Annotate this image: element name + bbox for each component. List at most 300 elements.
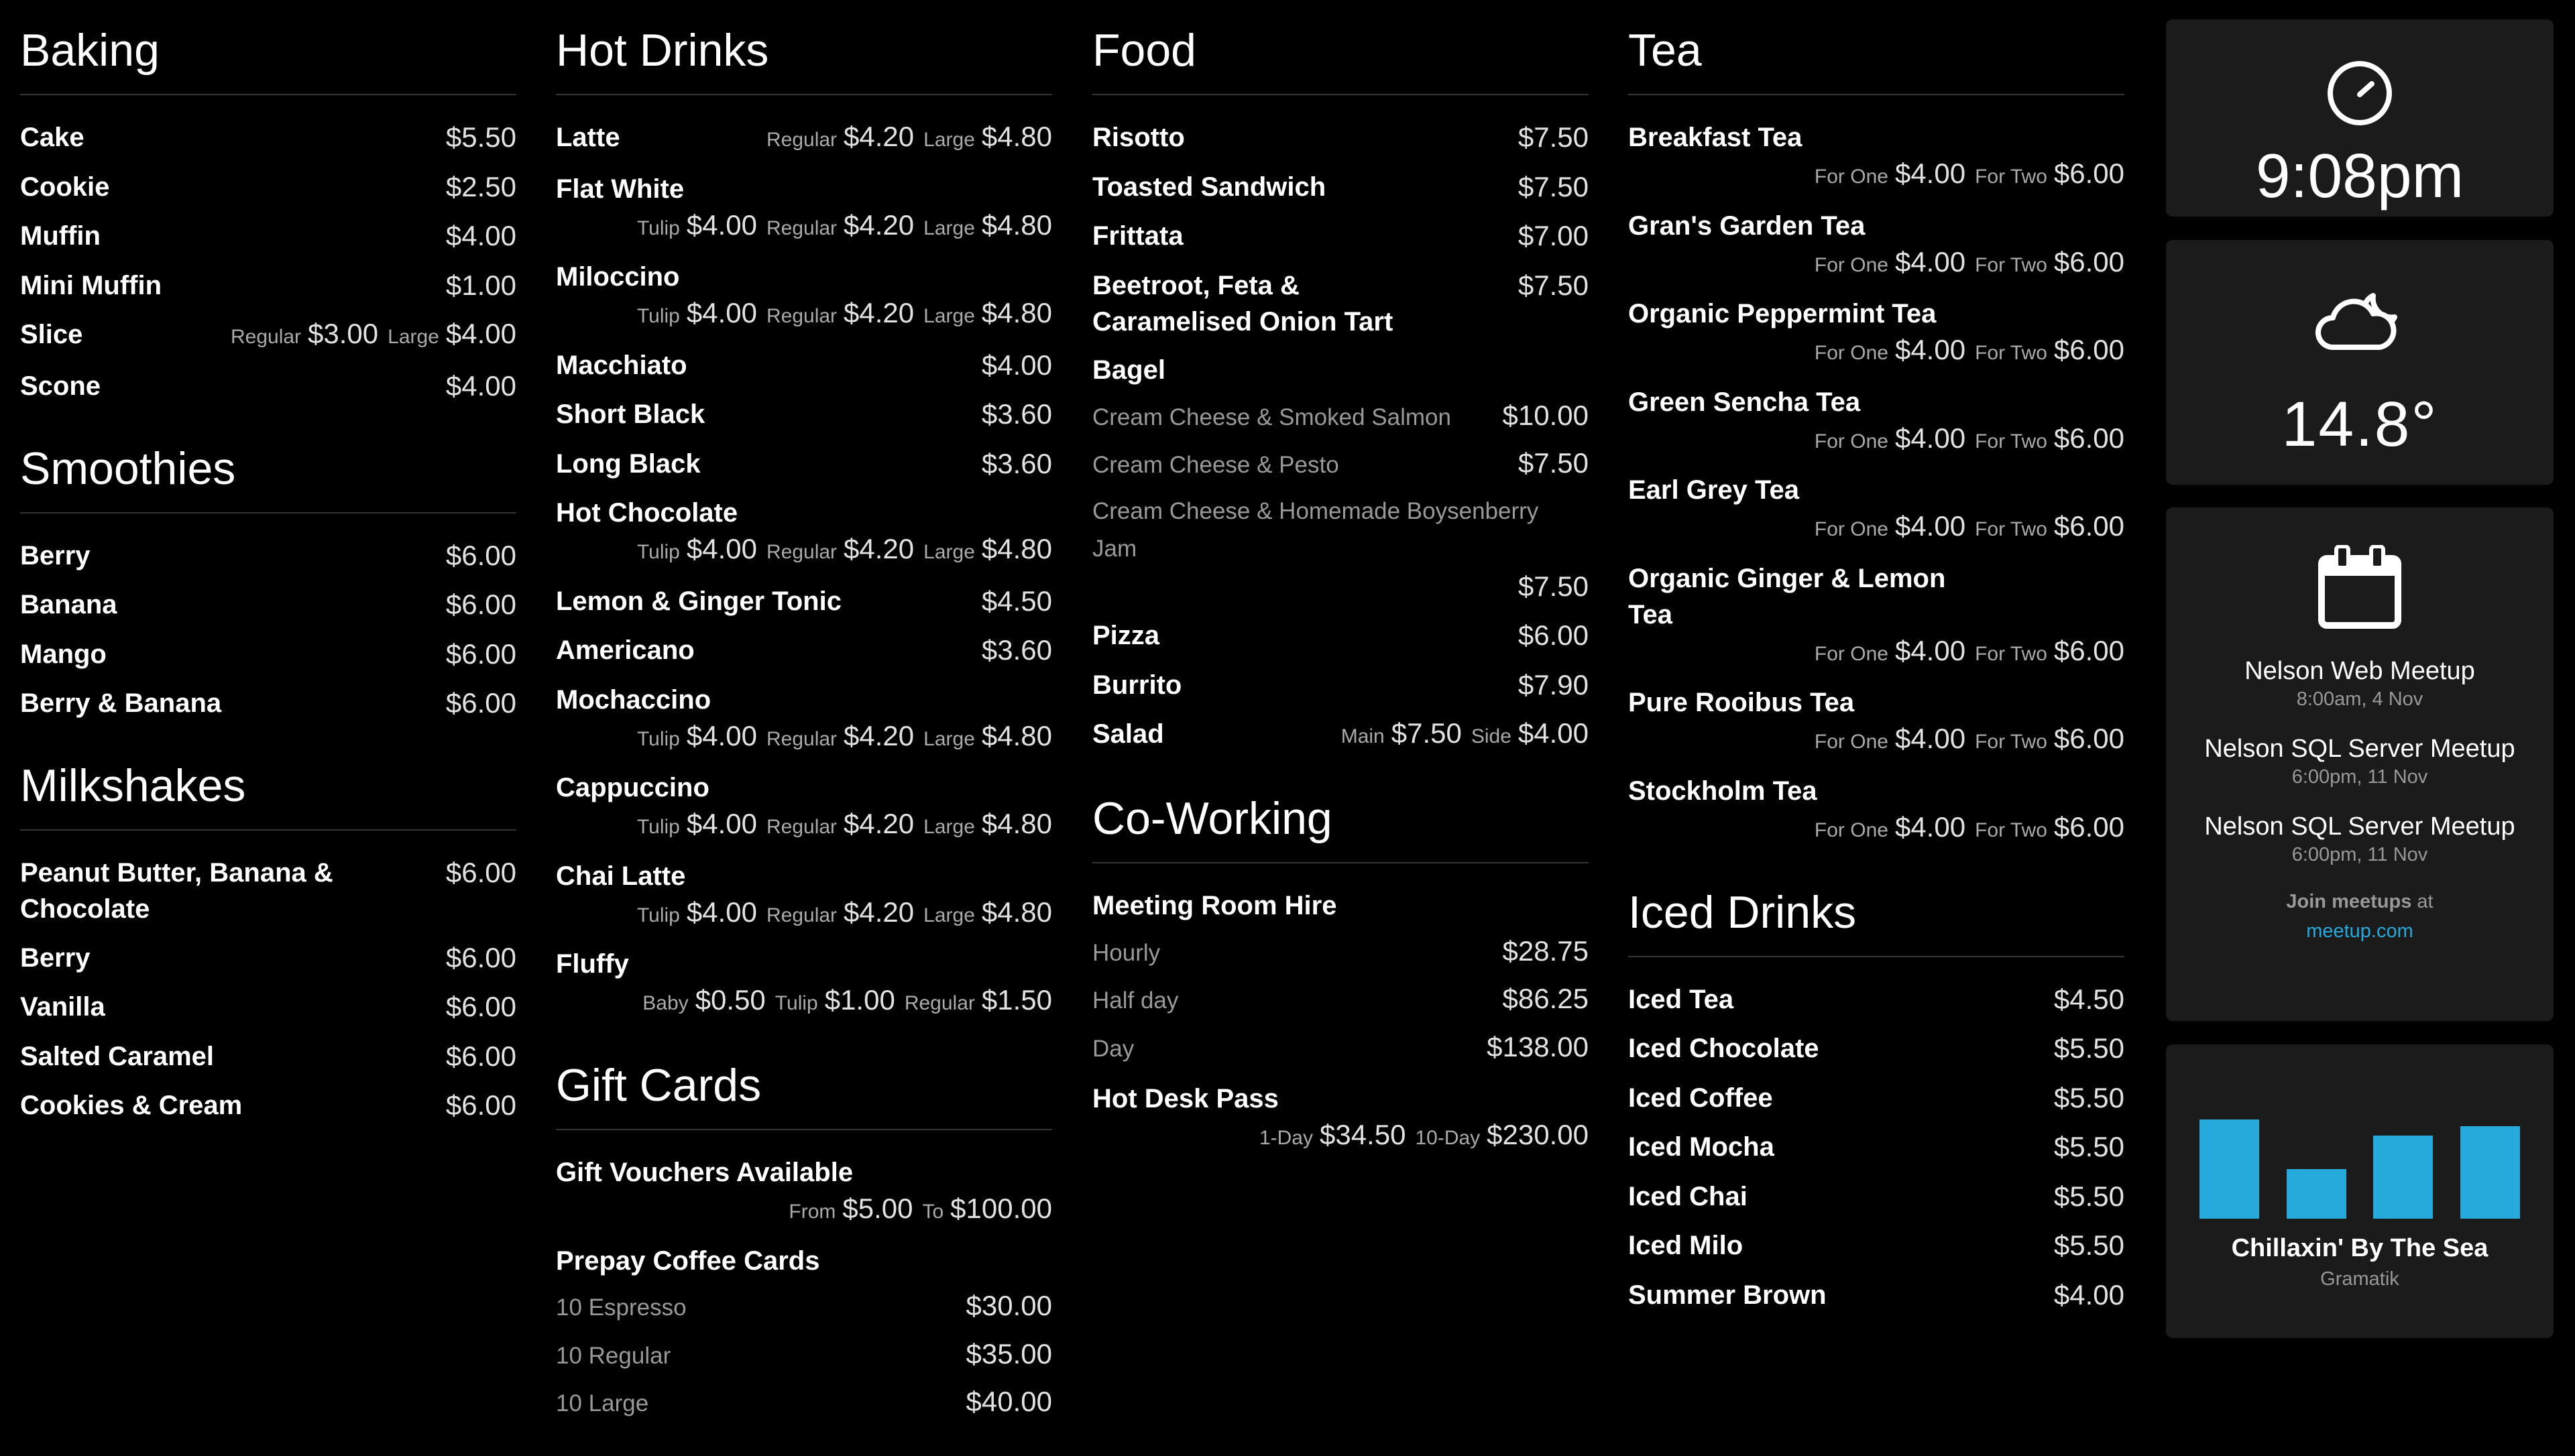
option-label: Regular <box>766 816 838 838</box>
item-name: Earl Grey Tea <box>1628 475 1799 505</box>
option-label: Tulip <box>775 992 818 1014</box>
option-label: For One <box>1814 642 1888 665</box>
menu-item <box>556 945 1052 1022</box>
item-name: Frittata <box>1092 221 1184 251</box>
item-price: $5.50 <box>445 121 516 153</box>
price-options <box>556 982 1052 1022</box>
menu-item <box>1628 383 2124 460</box>
item-price: $4.00 <box>445 220 516 251</box>
option-label: Regular <box>766 129 838 151</box>
item-name: Hot Chocolate <box>556 498 738 528</box>
menu-item <box>20 168 516 206</box>
option-price: $6.00 <box>2053 158 2124 189</box>
menu-item <box>556 857 1052 934</box>
item-name: Vanilla <box>20 992 105 1022</box>
price-options <box>1628 420 2124 460</box>
item-name: Latte <box>556 123 620 152</box>
menu-item <box>20 1038 516 1075</box>
option-label: For One <box>1814 430 1888 452</box>
menu-item-row <box>1628 471 2124 508</box>
menu-section <box>1628 20 2124 849</box>
option-label: Regular <box>766 904 838 926</box>
item-price: $5.50 <box>2053 1081 2124 1113</box>
item-name: Gran's Garden Tea <box>1628 210 1866 241</box>
sub-item-list <box>1092 932 1589 1068</box>
item-name: Mini Muffin <box>20 270 162 300</box>
meetup-date: 6:00pm, 11 Nov <box>2291 844 2428 865</box>
sub-item <box>556 1335 1052 1375</box>
option-price: $4.00 <box>1894 723 1966 754</box>
section-title: Hot Drinks <box>556 20 1052 95</box>
option-label: Regular <box>766 541 838 563</box>
menu-item <box>20 1087 516 1124</box>
item-price: $4.50 <box>2053 983 2124 1015</box>
option-price: $4.80 <box>981 208 1052 241</box>
price-options <box>1092 1117 1589 1156</box>
audio-visualizer <box>2199 1091 2520 1219</box>
option-label: Tulip <box>636 541 680 563</box>
option-label: Regular <box>230 326 302 348</box>
menu-item <box>556 1242 1052 1423</box>
item-name: Lemon & Ginger Tonic <box>556 586 842 616</box>
meetup-event[interactable] <box>2166 655 2554 711</box>
option-price: $6.00 <box>2053 245 2124 278</box>
item-list <box>1092 119 1589 755</box>
option-price: $4.20 <box>844 808 915 839</box>
weather-widget <box>2166 240 2554 485</box>
option-label: To <box>922 1201 944 1223</box>
price-options <box>1628 508 2124 548</box>
item-price: $5.50 <box>2053 1131 2124 1162</box>
menu-section <box>20 755 516 1124</box>
menu-item-row <box>556 170 1052 207</box>
menu-item-row <box>20 537 516 574</box>
option-price: $4.00 <box>686 297 757 328</box>
item-name: Beetroot, Feta & Caramelised Onion Tart <box>1092 270 1393 337</box>
item-name: Meeting Room Hire <box>1092 891 1337 921</box>
option-price: $4.00 <box>686 208 757 241</box>
option-label: Main <box>1340 725 1385 748</box>
menu-item <box>556 119 1052 158</box>
sub-item-name: Half day <box>1092 987 1179 1014</box>
item-price: $2.50 <box>445 170 516 202</box>
section-title: Tea <box>1628 20 2124 95</box>
menu-item-row <box>556 1242 1052 1279</box>
option-price: $4.80 <box>981 719 1052 751</box>
option-label: For Two <box>1975 731 2047 753</box>
item-name: Fluffy <box>556 949 629 979</box>
item-name: Banana <box>20 590 117 619</box>
menu-item <box>20 217 516 255</box>
sub-item <box>1092 397 1589 436</box>
menu-item <box>1092 715 1589 755</box>
menu-item-row <box>1092 887 1589 924</box>
section-title: Food <box>1092 20 1589 95</box>
price-options <box>1628 156 2124 195</box>
item-name: Burrito <box>1092 670 1182 700</box>
option-price: $4.00 <box>1894 334 1966 365</box>
option-label: Regular <box>766 217 838 239</box>
price-options <box>757 119 1052 158</box>
price-options <box>1628 244 2124 284</box>
option-price: $6.00 <box>2053 422 2124 454</box>
item-name: Berry & Banana <box>20 688 222 718</box>
option-label: Tulip <box>636 727 680 750</box>
option-price: $4.20 <box>844 208 915 241</box>
option-label: For Two <box>1975 430 2047 452</box>
menu-item-row <box>20 267 516 304</box>
menu-section <box>556 20 1052 1022</box>
item-price: $6.00 <box>445 539 516 571</box>
option-label: For Two <box>1975 342 2047 364</box>
sub-item <box>1092 932 1589 972</box>
option-label: Tulip <box>636 816 680 838</box>
item-name: Long Black <box>556 448 701 479</box>
item-list <box>20 119 516 405</box>
option-price: $100.00 <box>950 1193 1052 1224</box>
menu-item <box>1628 471 2124 548</box>
item-name: Summer Brown <box>1628 1280 1827 1310</box>
menu-item-row <box>20 367 516 405</box>
menu-item-row <box>1092 217 1589 255</box>
sub-item <box>556 1287 1052 1327</box>
menu-item-row <box>556 945 1052 982</box>
menu-item <box>556 1154 1052 1230</box>
option-label: For Two <box>1975 642 2047 665</box>
option-price: $4.20 <box>844 533 915 564</box>
menu-item <box>20 854 516 927</box>
item-list <box>20 537 516 723</box>
menu-item <box>1092 617 1589 654</box>
menu-item-row <box>1628 295 2124 332</box>
option-price: $6.00 <box>2053 723 2124 754</box>
option-price: $4.20 <box>844 896 915 928</box>
menu-item-row <box>20 988 516 1026</box>
item-name: Organic Peppermint Tea <box>1628 299 1937 328</box>
menu-item <box>20 267 516 304</box>
item-price: $4.00 <box>981 349 1052 381</box>
menu-item-row <box>556 857 1052 894</box>
menu-item <box>20 586 516 623</box>
sub-item-list <box>556 1287 1052 1422</box>
option-label: Large <box>923 904 975 926</box>
song-artist: Gramatik <box>2320 1268 2399 1290</box>
item-name: Prepay Coffee Cards <box>556 1246 820 1276</box>
option-price: $6.00 <box>2053 510 2124 542</box>
menu-section <box>1628 882 2124 1314</box>
option-label: 1-Day <box>1259 1126 1313 1149</box>
menu-section <box>1092 20 1589 755</box>
option-label: Large <box>923 727 975 750</box>
item-name: Cappuccino <box>556 773 709 802</box>
section-title: Gift Cards <box>556 1055 1052 1130</box>
join-rest: at <box>2411 891 2434 912</box>
item-name: Cookies & Cream <box>20 1091 243 1120</box>
menu-item <box>20 988 516 1026</box>
option-price: $4.80 <box>981 297 1052 328</box>
menu-item-row <box>1092 351 1589 388</box>
price-options <box>556 1191 1052 1230</box>
menu-item-row <box>1092 715 1589 755</box>
menu-item <box>556 494 1052 570</box>
menu-item-row <box>1628 119 2124 156</box>
menu-item <box>1628 1079 2124 1117</box>
meetup-link[interactable]: meetup.com <box>2306 920 2413 942</box>
price-options <box>1628 809 2124 849</box>
menu-item-row <box>20 635 516 673</box>
option-price: $6.00 <box>2053 810 2124 843</box>
menu-section <box>1092 788 1589 1156</box>
sub-item-price: $86.25 <box>1502 983 1589 1015</box>
menu-item <box>1092 168 1589 206</box>
menu-item-row <box>20 586 516 623</box>
now-playing-widget <box>2166 1044 2554 1338</box>
join-meetups-text <box>2166 887 2554 916</box>
menu-item <box>1092 1080 1589 1156</box>
option-label: For One <box>1814 253 1888 276</box>
option-label: For Two <box>1975 518 2047 540</box>
option-label: 10-Day <box>1415 1126 1481 1149</box>
sub-item-price: $138.00 <box>1487 1031 1589 1063</box>
item-name: Iced Chocolate <box>1628 1034 1819 1063</box>
menu-item-row <box>1628 1128 2124 1166</box>
menu-item <box>1092 119 1589 156</box>
menu-section <box>20 20 516 405</box>
menu-item-row <box>1628 1079 2124 1117</box>
menu-item-row <box>20 684 516 722</box>
item-price: $6.00 <box>445 589 516 620</box>
item-list <box>556 1154 1052 1422</box>
sub-item <box>1092 980 1589 1020</box>
menu-item-row <box>556 1154 1052 1191</box>
menu-item-row <box>556 119 1052 158</box>
item-list <box>1628 981 2124 1314</box>
menu-item-row <box>556 494 1052 531</box>
menu-item-row <box>1628 1276 2124 1314</box>
menu-item-row <box>556 769 1052 806</box>
clock-icon <box>2326 60 2393 127</box>
menu-item <box>1628 1128 2124 1166</box>
item-price: $1.00 <box>445 269 516 301</box>
item-name: Miloccino <box>556 262 680 292</box>
sub-item-name: Day <box>1092 1036 1135 1063</box>
item-name: Iced Chai <box>1628 1181 1748 1211</box>
menu-item-row <box>556 258 1052 295</box>
price-options <box>556 718 1052 757</box>
option-price: $4.00 <box>686 808 757 839</box>
price-options <box>556 894 1052 934</box>
item-list <box>1092 887 1589 1156</box>
option-price: $4.00 <box>1894 158 1966 189</box>
option-label: Large <box>923 305 975 327</box>
item-name: Stockholm Tea <box>1628 776 1817 806</box>
menu-item <box>1628 119 2124 195</box>
menu-item-row <box>20 119 516 156</box>
menu-item <box>556 347 1052 384</box>
menu-item <box>20 684 516 722</box>
option-label: Large <box>923 217 975 239</box>
item-name: Pizza <box>1092 621 1160 651</box>
song-title: Chillaxin' By The Sea <box>2231 1234 2488 1262</box>
section-title: Iced Drinks <box>1628 882 2124 957</box>
item-name: Short Black <box>556 400 705 429</box>
menu-section <box>20 438 516 723</box>
option-label: For One <box>1814 342 1888 364</box>
menu-item <box>556 258 1052 335</box>
menu-item-row <box>556 347 1052 384</box>
menu-item <box>1628 295 2124 371</box>
sub-item-price: $40.00 <box>966 1386 1052 1418</box>
option-price: $4.00 <box>1894 634 1966 666</box>
option-label: From <box>789 1201 836 1223</box>
menu-item-row <box>1628 383 2124 420</box>
menu-item-row <box>556 583 1052 620</box>
item-price: $6.00 <box>445 991 516 1022</box>
menu-item <box>20 316 516 355</box>
option-price: $5.00 <box>842 1193 913 1224</box>
item-name: Iced Tea <box>1628 984 1734 1014</box>
item-price: $7.50 <box>1518 170 1589 202</box>
item-name: Chai Latte <box>556 861 686 891</box>
sub-item-name: 10 Espresso <box>556 1294 687 1321</box>
menu-item <box>556 769 1052 845</box>
menu-item <box>556 445 1052 483</box>
item-name: Peanut Butter, Banana & Chocolate <box>20 858 333 924</box>
price-options <box>221 316 516 355</box>
meetup-event[interactable] <box>2166 733 2554 789</box>
sub-item <box>1092 444 1589 484</box>
item-price: $6.00 <box>445 941 516 973</box>
item-price: $3.60 <box>981 634 1052 666</box>
sub-item-name: Cream Cheese & Pesto <box>1092 452 1339 479</box>
item-price: $5.50 <box>2053 1180 2124 1212</box>
price-options <box>1628 332 2124 371</box>
menu-item-row <box>1092 168 1589 206</box>
menu-item <box>1092 666 1589 704</box>
meetup-event[interactable] <box>2166 810 2554 867</box>
menu-item-row <box>1628 1227 2124 1264</box>
item-name: Cookie <box>20 172 110 202</box>
section-title: Baking <box>20 20 516 95</box>
menu-item-row <box>20 1087 516 1124</box>
item-price: $6.00 <box>1518 619 1589 652</box>
menu-item-row <box>20 939 516 977</box>
item-name: Iced Coffee <box>1628 1083 1773 1113</box>
menu-column-2 <box>556 20 1052 1456</box>
option-price: $4.00 <box>1894 245 1966 278</box>
menu-item-row <box>1628 772 2124 809</box>
option-price: $4.00 <box>686 896 757 928</box>
item-price: $6.00 <box>445 857 516 888</box>
menu-item <box>1092 351 1589 605</box>
item-name: Green Sencha Tea <box>1628 387 1861 417</box>
sub-item-name: 10 Regular <box>556 1342 671 1369</box>
item-name: Bagel <box>1092 355 1165 385</box>
item-price: $6.00 <box>445 638 516 670</box>
price-options <box>556 295 1052 335</box>
option-label: For One <box>1814 518 1888 540</box>
item-list <box>556 119 1052 1022</box>
menu-section <box>556 1055 1052 1422</box>
item-name: Risotto <box>1092 123 1185 152</box>
price-options <box>1332 715 1589 755</box>
option-price: $7.50 <box>1391 717 1462 749</box>
menu-item <box>1628 1227 2124 1264</box>
price-options <box>556 207 1052 247</box>
menu-item-row <box>1628 1178 2124 1215</box>
item-price: $6.00 <box>445 1040 516 1072</box>
option-label: Side <box>1471 725 1511 748</box>
menu-item <box>20 367 516 405</box>
price-options <box>1628 633 2124 672</box>
menu-column-1 <box>20 20 516 1158</box>
option-price: $1.00 <box>824 984 895 1016</box>
menu-item <box>556 583 1052 620</box>
visualizer-bar <box>2373 1136 2433 1219</box>
sub-item-price: $7.50 <box>1518 447 1589 479</box>
option-label: For Two <box>1975 818 2047 841</box>
visualizer-bar <box>2287 1169 2346 1219</box>
item-name: Pure Rooibus Tea <box>1628 688 1855 717</box>
sub-item-name: Cream Cheese & Smoked Salmon <box>1092 404 1451 430</box>
option-label: Tulip <box>636 305 680 327</box>
option-label: Tulip <box>636 217 680 239</box>
visualizer-bar <box>2460 1126 2520 1219</box>
sub-item-price: $7.50 <box>1518 570 1589 602</box>
item-price: $4.00 <box>445 369 516 402</box>
sub-item-name: Cream Cheese & Homemade Boysenberry Jam <box>1092 497 1539 562</box>
sub-item <box>1092 493 1589 605</box>
option-label: Large <box>923 541 975 563</box>
option-price: $4.00 <box>445 318 516 349</box>
temperature: 14.8° <box>2281 389 2438 460</box>
option-price: $4.80 <box>981 808 1052 839</box>
option-price: $4.20 <box>844 121 915 152</box>
menu-item <box>20 939 516 977</box>
menu-item <box>1628 560 2124 672</box>
item-list <box>20 854 516 1124</box>
menu-item-row <box>1092 119 1589 156</box>
option-label: For Two <box>1975 166 2047 188</box>
item-price: $6.00 <box>445 687 516 719</box>
join-bold: Join meetups <box>2286 891 2412 912</box>
item-name: Mochaccino <box>556 684 711 715</box>
item-price: $6.00 <box>445 1089 516 1121</box>
option-price: $0.50 <box>695 984 766 1016</box>
meetup-title: Nelson SQL Server Meetup <box>2204 735 2515 763</box>
option-price: $1.50 <box>981 984 1052 1016</box>
item-name: Scone <box>20 371 101 401</box>
option-price: $34.50 <box>1319 1118 1406 1150</box>
option-price: $4.20 <box>844 719 915 751</box>
section-title: Smoothies <box>20 438 516 513</box>
menu-item <box>1628 1178 2124 1215</box>
item-name: Gift Vouchers Available <box>556 1158 854 1187</box>
item-price: $7.90 <box>1518 668 1589 701</box>
menu-item <box>1628 1276 2124 1314</box>
item-price: $5.50 <box>2053 1229 2124 1261</box>
menu-item <box>1628 981 2124 1018</box>
sub-item-price: $30.00 <box>966 1290 1052 1322</box>
partly-cloudy-night-icon <box>2309 277 2410 357</box>
menu-item <box>556 681 1052 757</box>
option-label: For One <box>1814 731 1888 753</box>
item-name: Salad <box>1092 719 1164 749</box>
menu-item <box>556 631 1052 669</box>
sub-item-price: $35.00 <box>966 1337 1052 1370</box>
item-name: Cake <box>20 123 84 152</box>
menu-item-row <box>556 396 1052 433</box>
